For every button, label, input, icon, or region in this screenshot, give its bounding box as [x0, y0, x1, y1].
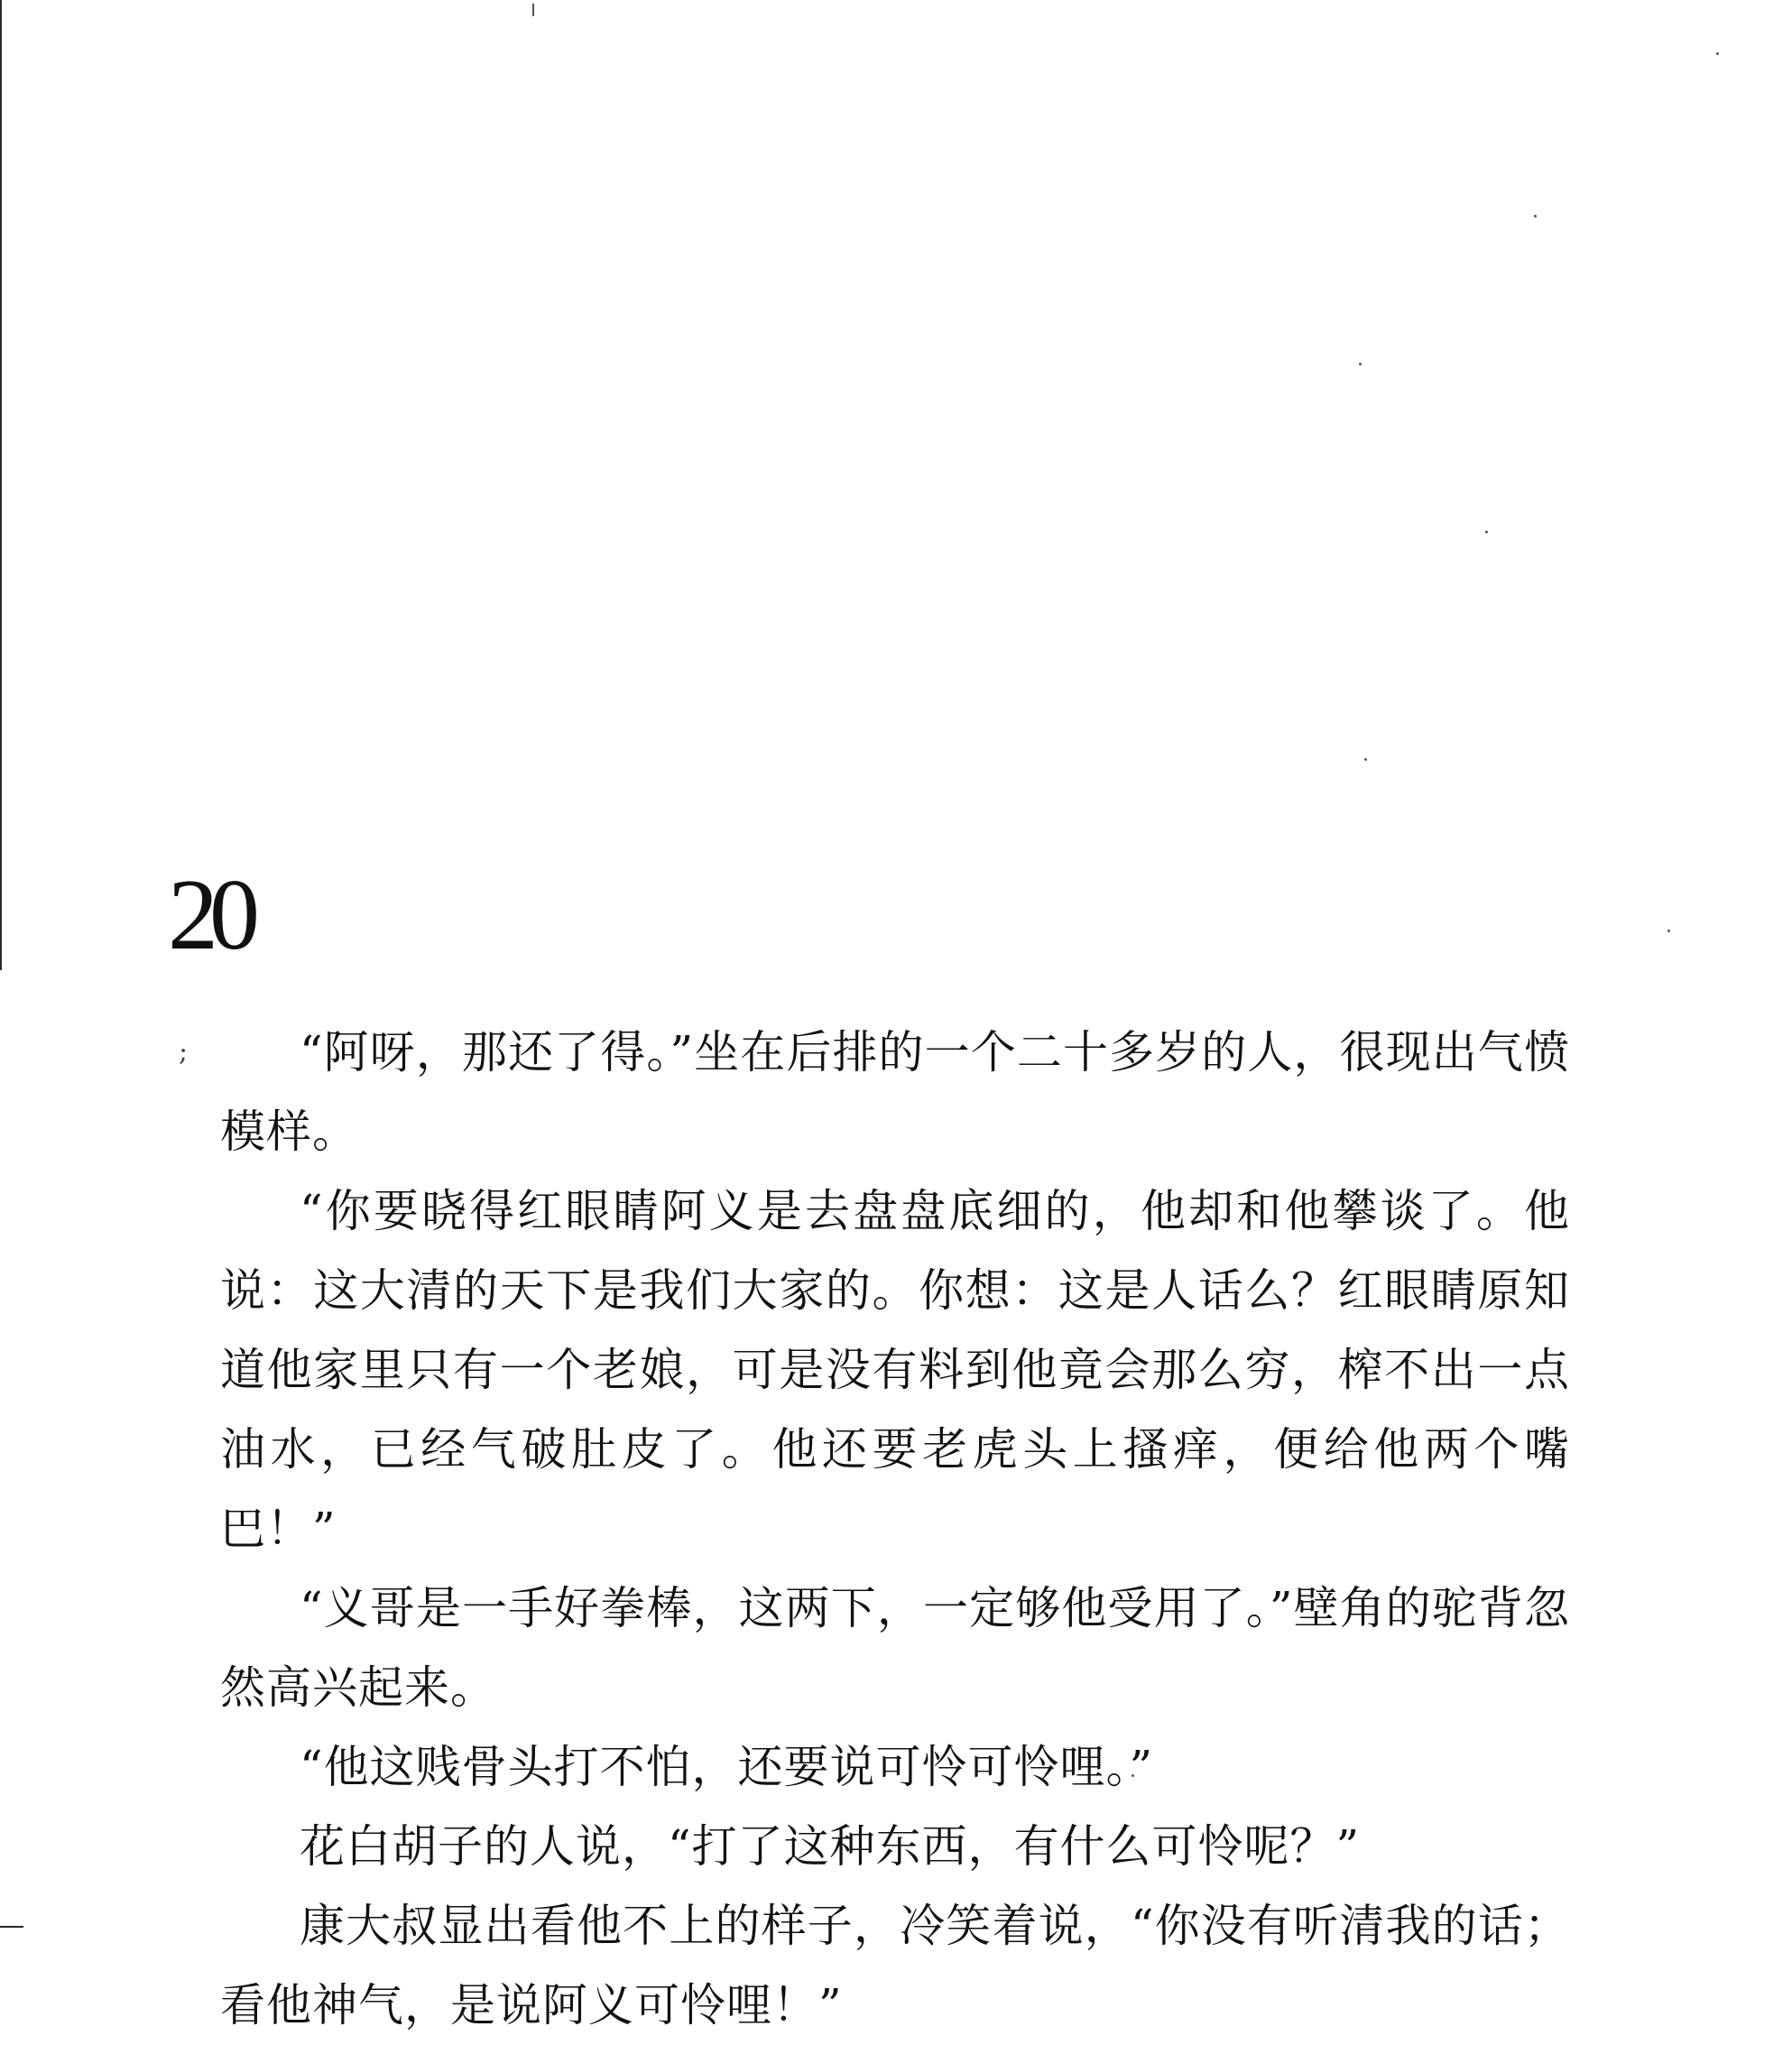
- paragraph: “义哥是一手好拳棒，这两下，一定够他受用了。”壁角的驼背忽然高兴起来。: [220, 1582, 1570, 1714]
- scan-edge-bottom: [0, 1926, 23, 1928]
- scan-speck: [1485, 531, 1488, 533]
- scan-speck: [1534, 215, 1537, 217]
- scan-speck: [1667, 930, 1670, 932]
- paragraph: “他这贱骨头打不怕，还要说可怜可怜哩。”: [300, 1741, 1154, 1793]
- scan-edge-left: [0, 0, 2, 970]
- scan-speck: [1716, 52, 1719, 55]
- paragraph: 花白胡子的人说，“打了这种东西，有什么可怜呢？”: [300, 1820, 1361, 1873]
- scan-speck: [1359, 363, 1362, 366]
- margin-mark: ;: [179, 1036, 189, 1068]
- scan-speck: [1364, 758, 1367, 761]
- page-number: 20: [168, 859, 251, 971]
- paragraph: 康大叔显出看他不上的样子，冷笑着说，“你没有听清我的话；看他神气，是说阿义可怜哩！”: [220, 1900, 1570, 2031]
- scan-speck: [532, 4, 534, 16]
- paragraph: “阿呀，那还了得。”坐在后排的一个二十多岁的人，很现出气愤模样。: [220, 1026, 1570, 1158]
- paragraph: “你要晓得红眼睛阿义是去盘盘底细的，他却和他攀谈了。他说：这大清的天下是我们大家的。你想：这是人话么？红眼睛原知道他家里只有一个老娘，可是没有料到他竟会那么穷，榨不出一点油水，已经气破肚皮了。他还要老虎头上搔痒，便给他两个嘴巴！”: [220, 1185, 1570, 1555]
- body-text: [220, 1013, 1570, 2045]
